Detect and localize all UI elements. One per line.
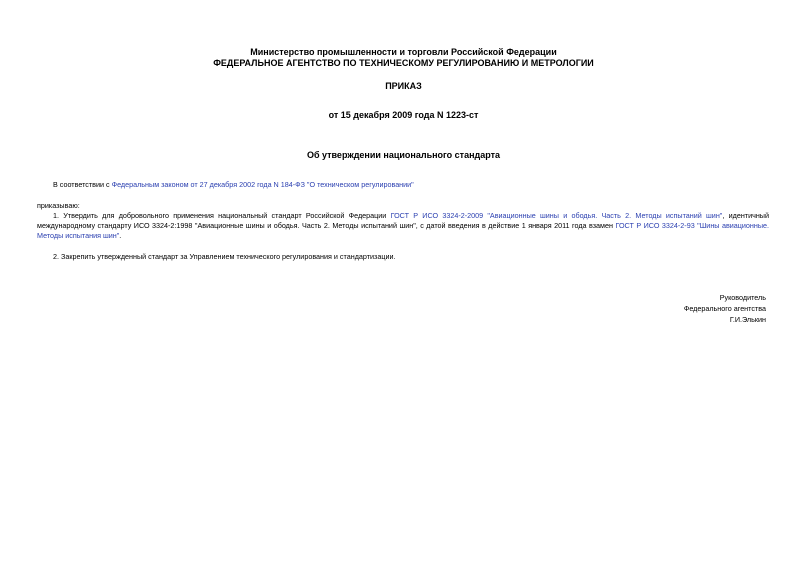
document-subject: Об утверждении национального стандарта (306, 150, 501, 160)
signature-agency: Федерального агентства (683, 304, 766, 313)
item1-line3 (37, 231, 121, 241)
document-type: ПРИКАЗ (385, 81, 422, 91)
order-word: приказываю: (37, 201, 80, 210)
item1-line2-text: международному стандарту ИСО 3324-2:1998 "Авиационные шины и ободья. Часть 2. Методы испытаний шин", с датой введения в действие 1 января 2011 года взамен (37, 221, 616, 230)
signature-position: Руководитель (719, 293, 766, 302)
gost-2009-link[interactable]: ГОСТ Р ИСО 3324-2-2009 "Авиационные шины и ободья. Часть 2. Методы испытаний шин" (390, 211, 723, 220)
agency-title: ФЕДЕРАЛЬНОЕ АГЕНТСТВО ПО ТЕХНИЧЕСКОМУ РЕГУЛИРОВАНИЮ И МЕТРОЛОГИИ (213, 58, 594, 68)
gost-93-link-cont[interactable]: Методы испытания шин" (37, 231, 120, 240)
item2-paragraph: 2. Закрепить утвержденный стандарт за Управлением технического регулирования и стандартизации. (53, 252, 396, 261)
intro-prefix: В соответствии с (53, 180, 112, 189)
item1-end: . (119, 231, 122, 240)
federal-law-link[interactable]: Федеральным законом от 27 декабря 2002 года N 184-ФЗ "О техническом регулировании" (111, 180, 414, 189)
item1-line1 (53, 211, 769, 221)
signature-name: Г.И.Элькин (729, 315, 766, 324)
item1-line2 (37, 221, 769, 231)
item1-mid: , идентичный (722, 211, 769, 220)
gost-93-link[interactable]: ГОСТ Р ИСО 3324-2-93 "Шины авиационные. (615, 221, 770, 230)
document-date-number: от 15 декабря 2009 года N 1223-ст (328, 110, 479, 120)
intro-paragraph (53, 180, 414, 190)
ministry-title: Министерство промышленности и торговли Российской Федерации (250, 47, 557, 57)
item1-prefix: 1. Утвердить для добровольного применения национальный стандарт Российской Федерации (53, 211, 391, 220)
